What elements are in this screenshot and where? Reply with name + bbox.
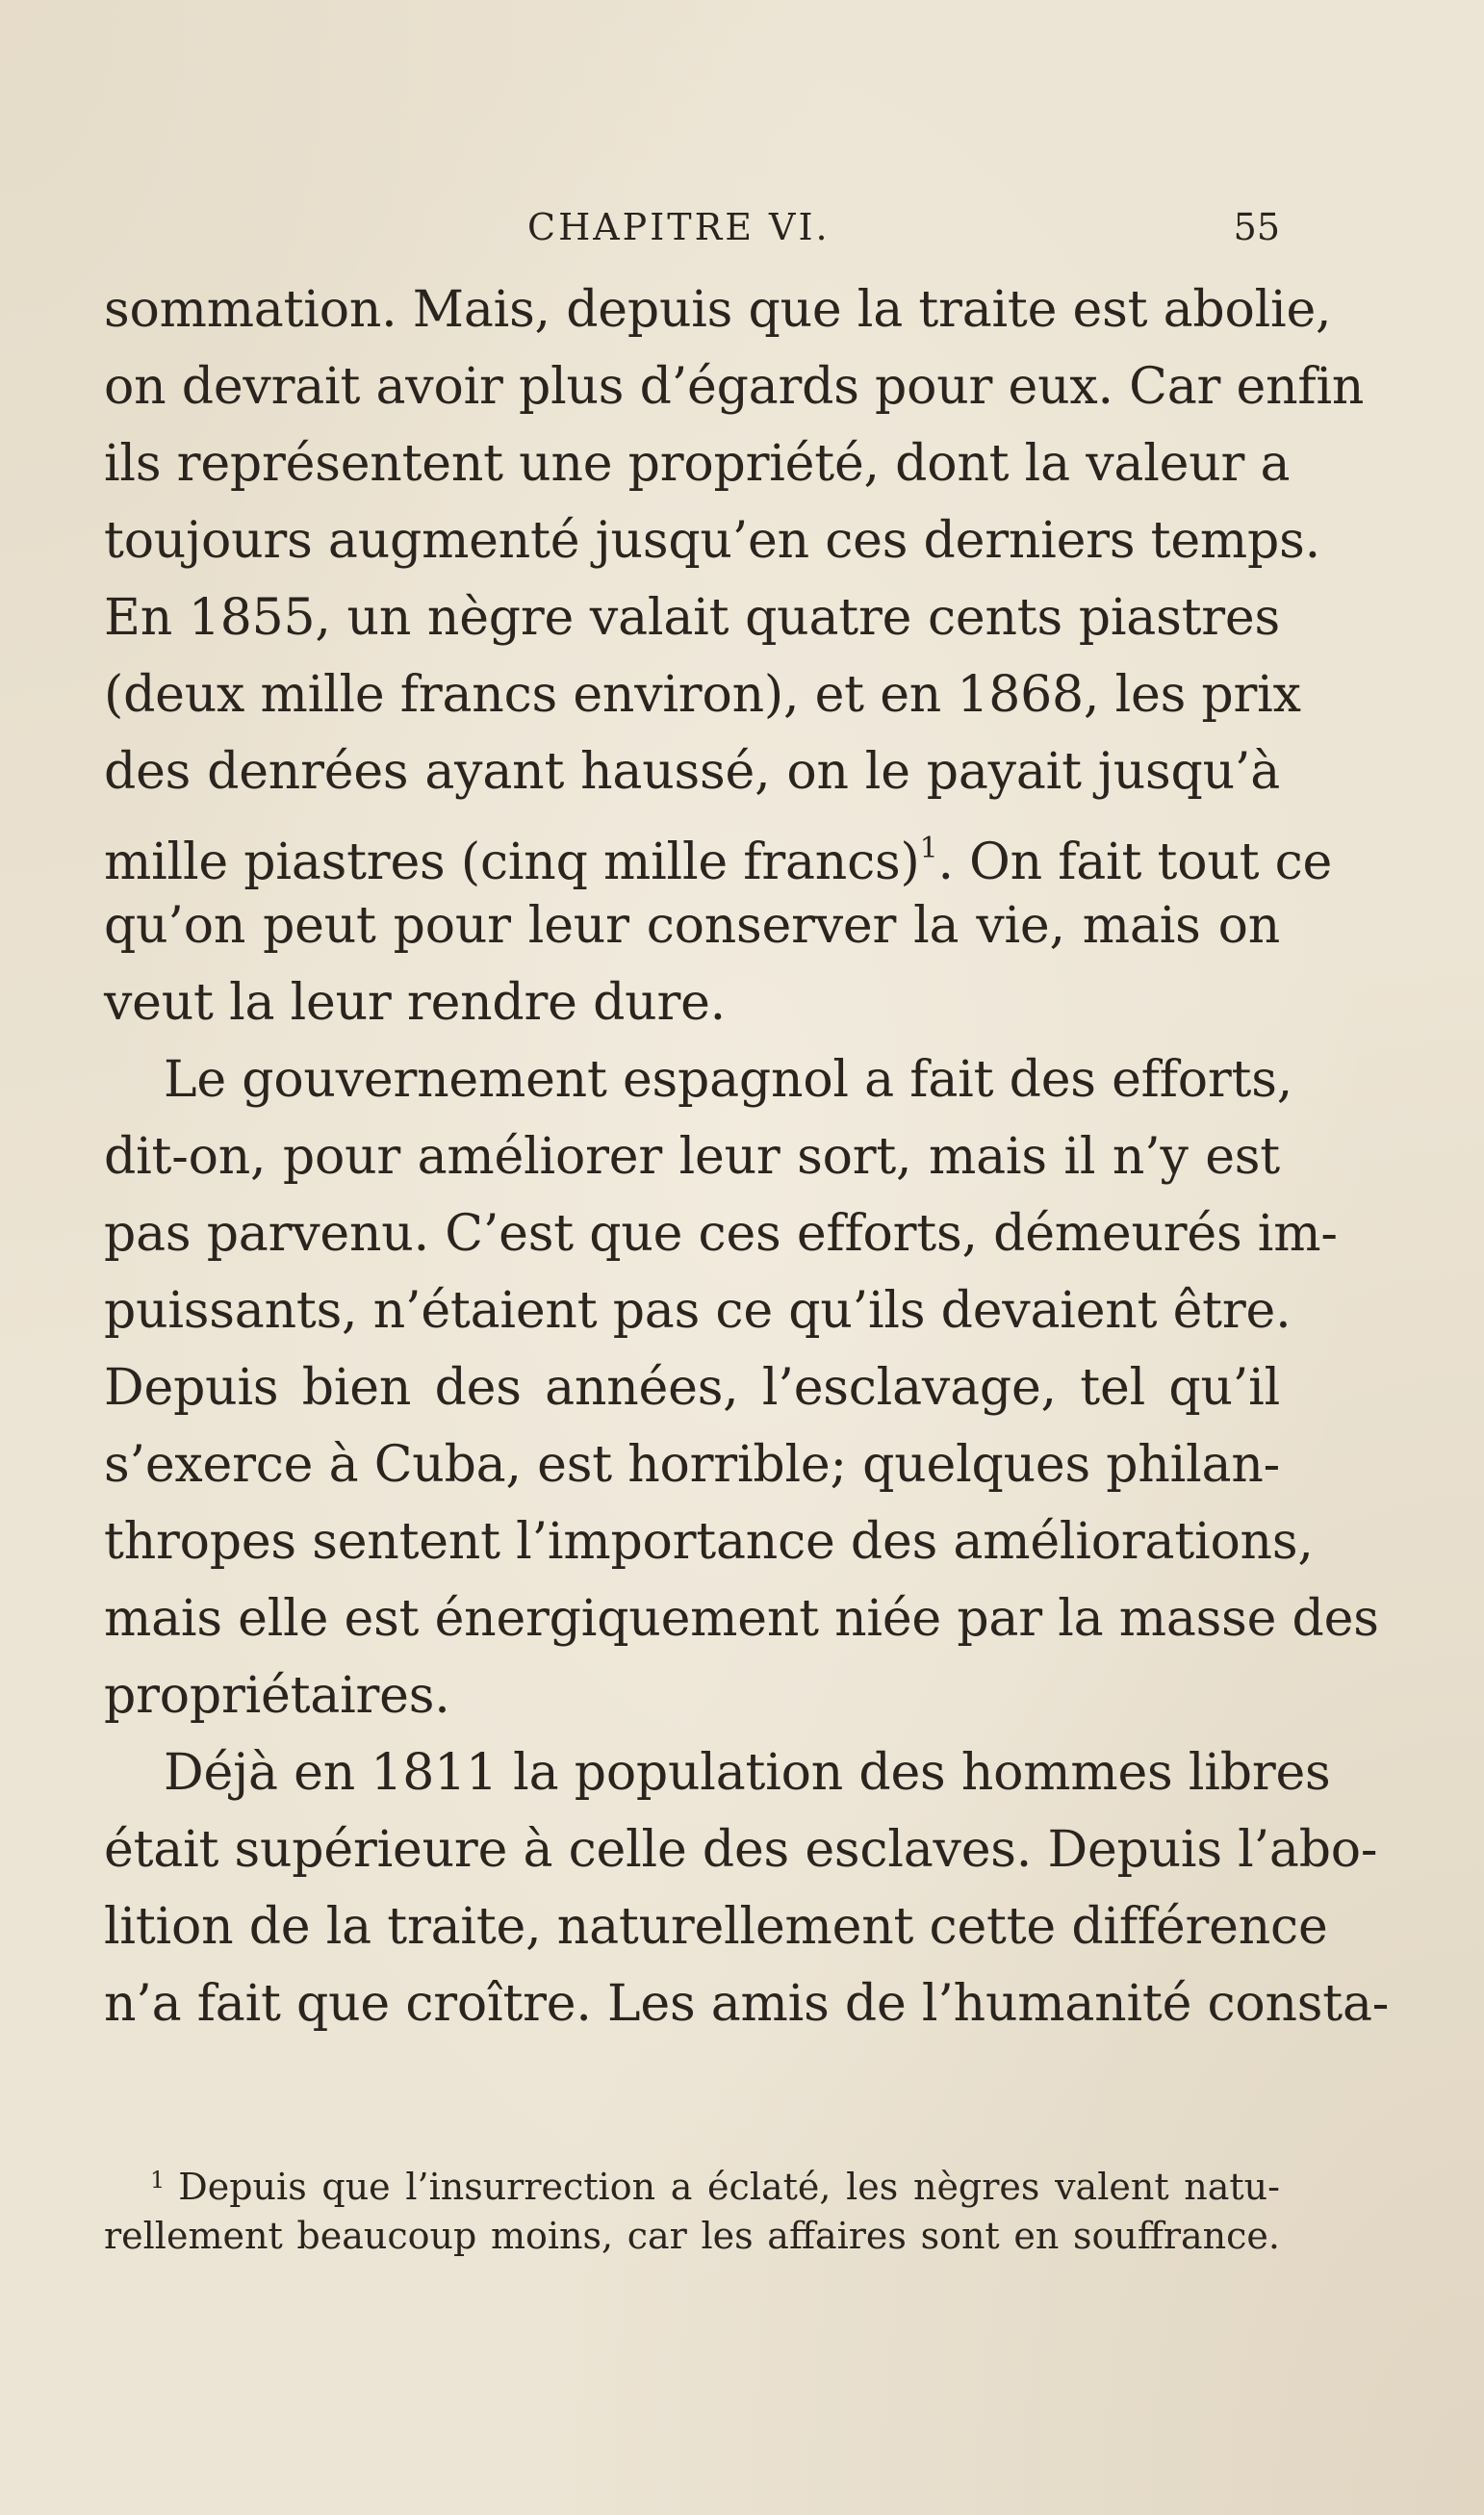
text-line: dit-on, pour améliorer leur sort, mais il n’y est — [104, 1128, 1280, 1186]
paragraph-1 — [104, 271, 1365, 1041]
text-line: qu’on peut pour leur conserver la vie, mais on — [104, 897, 1280, 955]
text-line-with-note-ref — [104, 810, 1333, 891]
running-head: CHAPITRE VI. — [527, 206, 831, 248]
footnote — [104, 2152, 1280, 2264]
text-line: n’a fait que croître. Les amis de l’humanité consta- — [104, 1975, 1390, 2033]
text-line: veut la leur rendre dure. — [104, 974, 727, 1032]
text-line: En 1855, un nègre valait quatre cents piastres — [104, 589, 1280, 647]
text-line: thropes sentent l’importance des améliorations, — [104, 1513, 1314, 1571]
footnote-marker: 1 — [150, 2167, 166, 2194]
footnote-reference: 1 — [919, 832, 938, 865]
text-line: mais elle est énergiquement niée par la masse des — [104, 1590, 1379, 1648]
text-line: pas parvenu. C’est que ces efforts, démeurés im- — [104, 1205, 1338, 1263]
paragraph-3 — [104, 1734, 1390, 2042]
text-line: s’exerce à Cuba, est horrible; quelques philan- — [104, 1436, 1280, 1494]
text-line: Depuis bien des années, l’esclavage, tel qu’il — [104, 1359, 1280, 1417]
text-line: était supérieure à celle des esclaves. Depuis l’abo- — [104, 1821, 1378, 1879]
text-line: puissants, n’étaient pas ce qu’ils devaient être. — [104, 1282, 1292, 1340]
text-line: ils représentent une propriété, dont la valeur a — [104, 435, 1291, 493]
text-line: lition de la traite, naturellement cette différence — [104, 1898, 1328, 1956]
footnote-line: rellement beaucoup moins, car les affaires sont en souffrance. — [104, 2215, 1280, 2257]
text-line: propriétaires. — [104, 1667, 450, 1725]
page-header — [104, 200, 1280, 254]
text-line: sommation. Mais, depuis que la traite est abolie, — [104, 281, 1332, 339]
text-line: Déjà en 1811 la population des hommes libres — [164, 1744, 1331, 1802]
text-line: des denrées ayant haussé, on le payait jusqu’à — [104, 743, 1280, 801]
footnote-text: Depuis que l’insurrection a éclaté, les nègres valent natu- — [178, 2166, 1280, 2208]
page-number: 55 — [1233, 206, 1280, 248]
text-line: toujours augmenté jusqu’en ces derniers temps. — [104, 512, 1320, 570]
main-text — [104, 271, 1390, 2042]
footnote-line — [104, 2152, 1280, 2208]
text-line: (deux mille francs environ), et en 1868, les prix — [104, 666, 1301, 724]
text-segment: . On fait tout ce — [937, 834, 1333, 891]
text-line: Le gouvernement espagnol a fait des efforts, — [164, 1051, 1293, 1109]
text-line: on devrait avoir plus d’égards pour eux. Car enfin — [104, 358, 1365, 416]
text-segment: mille piastres (cinq mille francs) — [104, 834, 920, 891]
paragraph-2 — [104, 1041, 1379, 1734]
